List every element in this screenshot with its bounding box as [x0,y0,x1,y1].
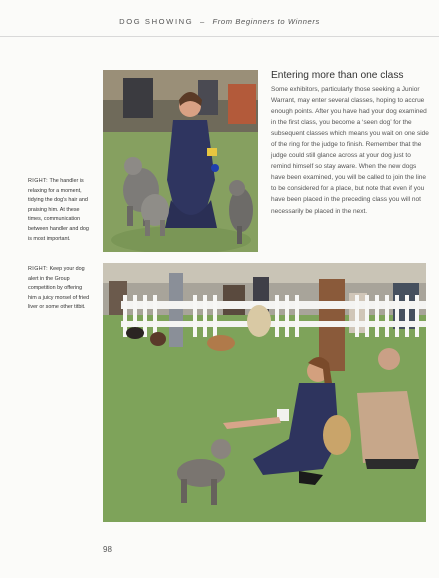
article-heading: Entering more than one class [271,70,404,81]
caption-tag: RIGHT: [28,266,49,272]
photo-handler-with-schnauzers [103,70,258,252]
page-number: 98 [103,545,112,554]
running-head-title: DOG SHOWING [119,17,194,26]
running-head [0,17,439,26]
caption-top-photo [28,177,90,244]
running-head-subtitle: From Beginners to Winners [212,17,320,26]
caption-text: Keep your dog alert in the Group competition by offering him a juicy morsel of fried liver or some other titbit. [28,266,90,311]
caption-tag: RIGHT: [28,178,49,184]
header-rule [0,36,439,37]
article-body: Some exhibitors, particularly those seeking a Junior Warrant, may enter several classes, hoping to accrue enough points. After you have had your dog examined in the first class, you become a ‘seen dog’ for the subsequent classes which means you wait on one side of the ring for the judge to finish. Remember that the judge could still glance across at your dog just to remind himself so stay aware. When the new dogs have been examined, you will be called to join the line to be considered for a place, but note that even if you have been placed in the preceding class you will not necessarily be placed in the next. [271,86,429,215]
caption-text: The handler is relaxing for a moment, tidying the dog’s hair and praising him. At these times, communication between handler and dog is most important. [28,178,89,242]
photo-group-ring-titbit [103,263,426,522]
running-head-separator: – [199,17,206,26]
caption-bottom-photo [28,265,90,313]
